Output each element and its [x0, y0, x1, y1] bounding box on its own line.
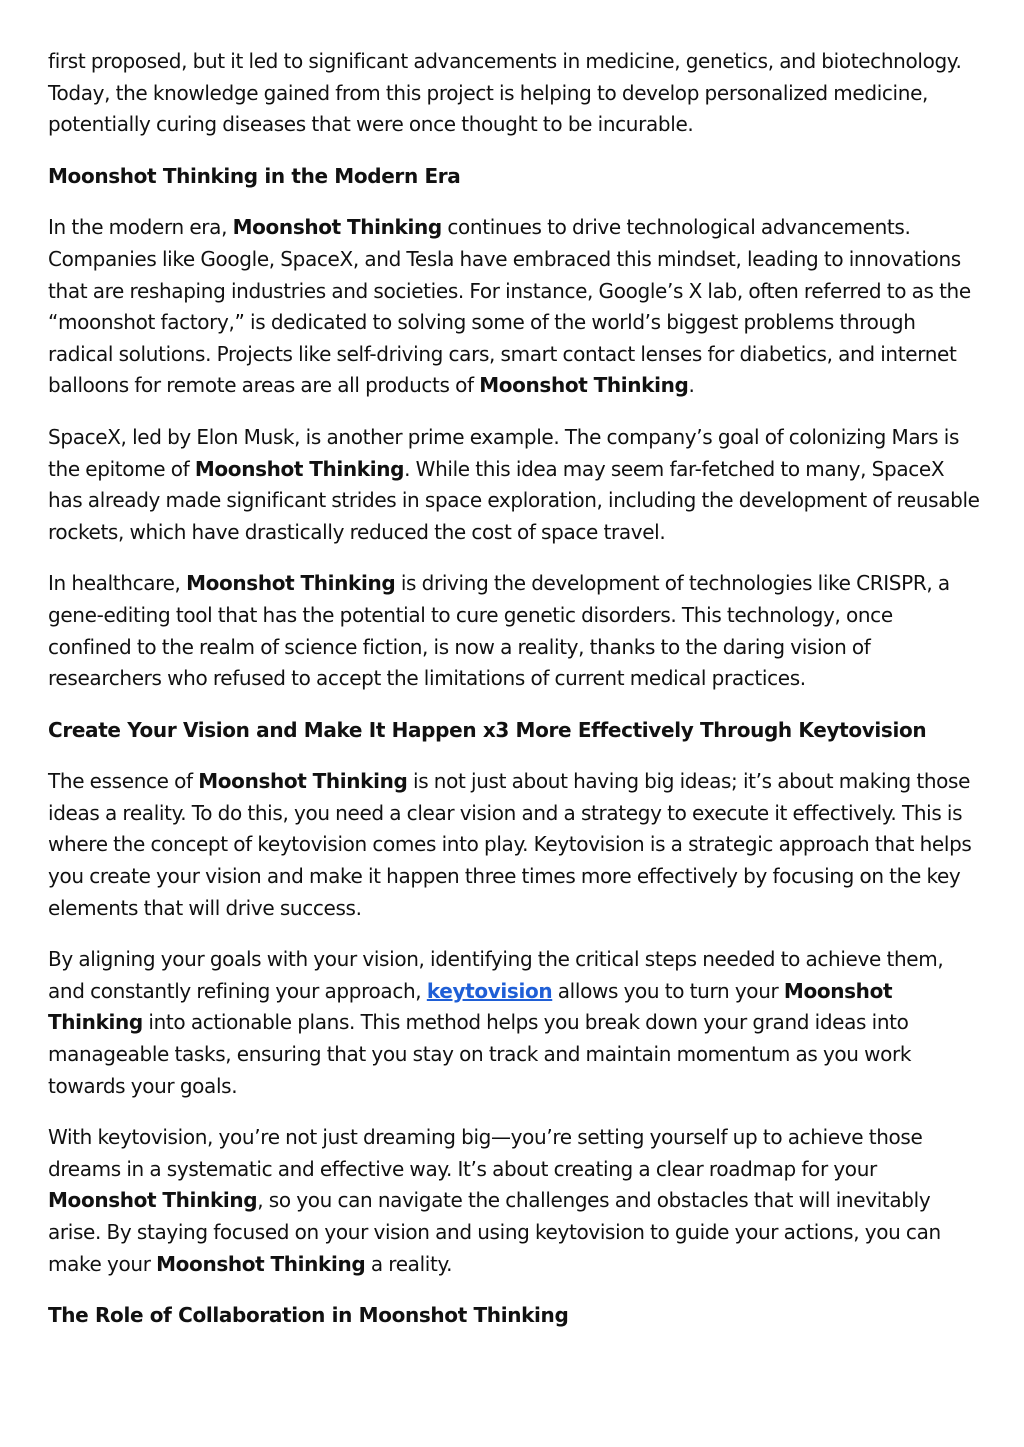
modern-era-paragraph [48, 212, 980, 402]
body-text: into actionable plans. This method helps you break down your grand ideas into manageable tasks, ensuring that you stay on track and maintain momentum as you work towards your goals. [48, 1010, 912, 1098]
spacex-paragraph [48, 422, 980, 548]
body-text: By aligning your goals with your vision, identifying the critical steps needed to achieve them, and constantly refining your approach, [48, 947, 944, 1003]
body-text: SpaceX, led by Elon Musk, is another prime example. The company’s goal of colonizing Mars is the epitome of [48, 424, 960, 481]
body-text: is not just about having big ideas; it’s about making those ideas a reality. To do this, you need a clear vision and a strategy to execute it effectively. This is where the concept of keytovision comes into play. Keytovision is a strategic approach that helps you create your vision and make it happen three times more effectively by focusing on the key elements that will drive success. [48, 769, 972, 920]
body-text: The Role of Collaboration in Moonshot Thinking [48, 1303, 569, 1328]
intro-continued-paragraph [48, 46, 980, 141]
body-text: allows you to turn your [552, 978, 784, 1003]
body-text: The essence of [48, 769, 199, 794]
body-text: Moonshot Thinking in the Modern Era [48, 163, 461, 188]
body-text: In the modern era, [48, 215, 233, 240]
bold-emphasis-text: Moonshot Thinking [198, 769, 408, 794]
keytovision-link[interactable]: keytovision [426, 978, 553, 1003]
body-text: With keytovision, you’re not just dreaming big—you’re setting yourself up to achieve those dreams in a systematic and effective way. It’s about creating a clear roadmap for your [48, 1125, 923, 1181]
body-text: . [688, 373, 695, 398]
bold-emphasis-text: Moonshot Thinking [48, 978, 893, 1035]
bold-emphasis-text: Moonshot Thinking [156, 1251, 366, 1276]
body-text: . While this idea may seem far-fetched to many, SpaceX has already made significant strides in space exploration, including the development of reusable rockets, which have drastically reduced the cost of space travel. [48, 456, 980, 544]
bold-emphasis-text: Moonshot Thinking [232, 215, 442, 240]
body-text: is driving the development of technologies like CRISPR, a gene-editing tool that has the potential to cure genetic disorders. This technology, once confined to the realm of science fiction, is now a reality, thanks to the daring vision of researchers who refused to accept the limitations of current medical practices. [48, 571, 950, 691]
heading-keytovision [48, 715, 980, 747]
body-text: first proposed, but it led to significant advancements in medicine, genetics, and biotechnology. Today, the knowledge gained from this project is helping to develop personalized medicine, potentially curing diseases that were once thought to be incurable. [48, 49, 962, 137]
body-text: continues to drive technological advancements. Companies like Google, SpaceX, and Tesla have embraced this mindset, leading to innovations that are reshaping industries and societies. For instance, Google’s X lab, often referred to as the “moonshot factory,” is dedicated to solving some of the world’s biggest problems through radical solutions. Projects like self-driving cars, smart contact lenses for diabetics, and internet balloons for remote areas are all products of [48, 215, 971, 398]
bold-emphasis-text: Moonshot Thinking [194, 456, 405, 481]
bold-emphasis-text: Moonshot Thinking [48, 1188, 258, 1213]
bold-emphasis-text: Moonshot Thinking [186, 571, 396, 596]
heading-modern-era [48, 161, 980, 193]
body-text: a reality. [365, 1251, 453, 1276]
dreaming-big-paragraph [48, 1122, 980, 1280]
body-text: Create Your Vision and Make It Happen x3 More Effectively Through Keytovision [48, 717, 927, 742]
healthcare-paragraph [48, 568, 980, 694]
document-page [48, 46, 980, 1352]
aligning-goals-paragraph [48, 944, 980, 1102]
bold-emphasis-text: Moonshot Thinking [479, 373, 689, 398]
heading-collaboration [48, 1300, 980, 1332]
body-text: , so you can navigate the challenges and obstacles that will inevitably arise. By staying focused on your vision and using keytovision to guide your actions, you can make your [48, 1188, 941, 1276]
body-text: In healthcare, [48, 571, 187, 596]
essence-paragraph [48, 766, 980, 924]
